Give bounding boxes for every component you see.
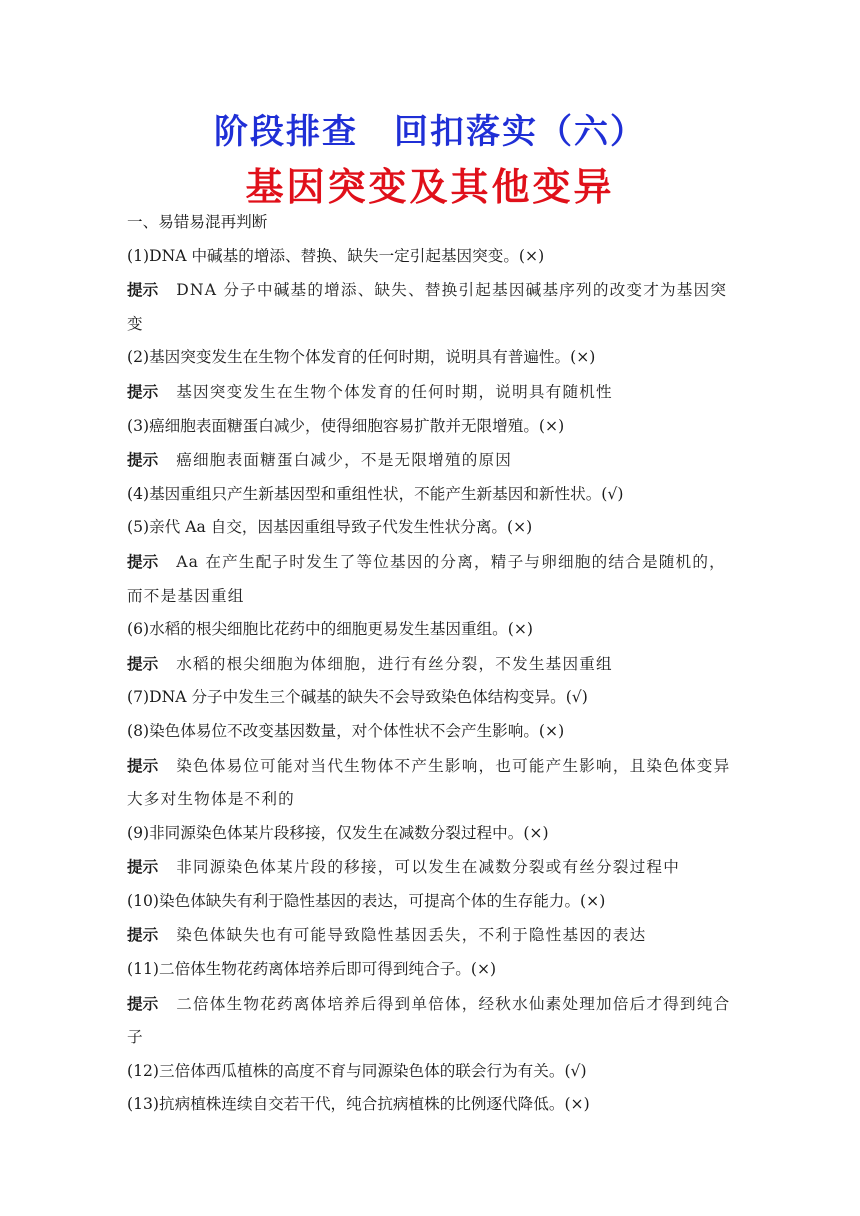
hint-text: 染色体缺失也有可能导致隐性基因丢失，不利于隐性基因的表达 [176, 926, 647, 945]
hint-text: 癌细胞表面糖蛋白减少，不是无限增殖的原因 [176, 451, 513, 470]
page-subtitle: 基因突变及其他变异 [245, 165, 615, 209]
section-heading: 一、易错易混再判断 [127, 213, 268, 231]
question-5: (5)亲代 Aa 自交，因基因重组导致子代发生性状分离。(×) [127, 518, 533, 537]
hint-label: 提示 [127, 450, 159, 470]
hint-9 [127, 850, 739, 885]
hint-6 [127, 647, 739, 682]
hint-text: 非同源染色体某片段的移接，可以发生在减数分裂或有丝分裂过程中 [176, 858, 681, 877]
hint-label: 提示 [127, 551, 159, 571]
question-13: (13)抗病植株连续自交若干代，纯合抗病植株的比例逐代降低。(×) [127, 1095, 590, 1114]
hint-label: 提示 [127, 857, 159, 877]
hint-text: 基因突变发生在生物个体发育的任何时期，说明具有随机性 [176, 382, 613, 401]
question-3: (3)癌细胞表面糖蛋白减少，使得细胞容易扩散并无限增殖。(×) [127, 416, 565, 435]
hint-label: 提示 [127, 381, 159, 401]
question-9: (9)非同源染色体某片段移接，仅发生在减数分裂过程中。(×) [127, 823, 549, 842]
question-6: (6)水稻的根尖细胞比花药中的细胞更易发生基因重组。(×) [127, 620, 533, 639]
question-8: (8)染色体易位不改变基因数量，对个体性状不会产生影响。(×) [127, 721, 565, 740]
hint-label: 提示 [127, 755, 159, 775]
hint-label: 提示 [127, 925, 159, 945]
question-2: (2)基因突变发生在生物个体发育的任何时期，说明具有普遍性。(×) [127, 348, 596, 367]
question-4: (4)基因重组只产生新基因型和重组性状，不能产生新基因和新性状。(√) [127, 484, 624, 503]
hint-3 [127, 443, 739, 478]
question-11: (11)二倍体生物花药离体培养后即可得到纯合子。(×) [127, 960, 497, 979]
question-7: (7)DNA 分子中发生三个碱基的缺失不会导致染色体结构变异。(√) [127, 688, 588, 707]
page-title: 阶段排查 回扣落实（六） [214, 112, 646, 152]
hint-10 [127, 918, 739, 953]
hint-label: 提示 [127, 653, 159, 673]
hint-text: 水稻的根尖细胞为体细胞，进行有丝分裂，不发生基因重组 [176, 654, 613, 673]
hint-label: 提示 [127, 993, 159, 1013]
hint-text: 二倍体生物花药离体培养后得到单倍体，经秋水仙素处理加倍后才得到纯合子 [127, 994, 731, 1047]
hint-text: 染色体易位可能对当代生物体不产生影响，也可能产生影响，且染色体变异大多对生物体是不利的 [127, 756, 731, 809]
hint-text: DNA 分子中碱基的增添、缺失、替换引起基因碱基序列的改变才为基因突变 [127, 281, 728, 333]
content [127, 206, 739, 1122]
hint-8 [127, 749, 739, 817]
hint-label: 提示 [127, 280, 159, 300]
hint-2 [127, 375, 739, 410]
question-10: (10)染色体缺失有利于隐性基因的表达，可提高个体的生存能力。(×) [127, 891, 606, 910]
hint-text: Aa 在产生配子时发生了等位基因的分离，精子与卵细胞的结合是随机的，而不是基因重组 [127, 552, 726, 605]
question-1: (1)DNA 中碱基的增添、替换、缺失一定引起基因突变。(×) [127, 246, 545, 265]
hint-1 [127, 273, 739, 341]
question-12: (12)三倍体西瓜植株的高度不育与同源染色体的联会行为有关。(√) [127, 1061, 587, 1080]
hint-11 [127, 987, 739, 1055]
hint-5 [127, 545, 739, 613]
